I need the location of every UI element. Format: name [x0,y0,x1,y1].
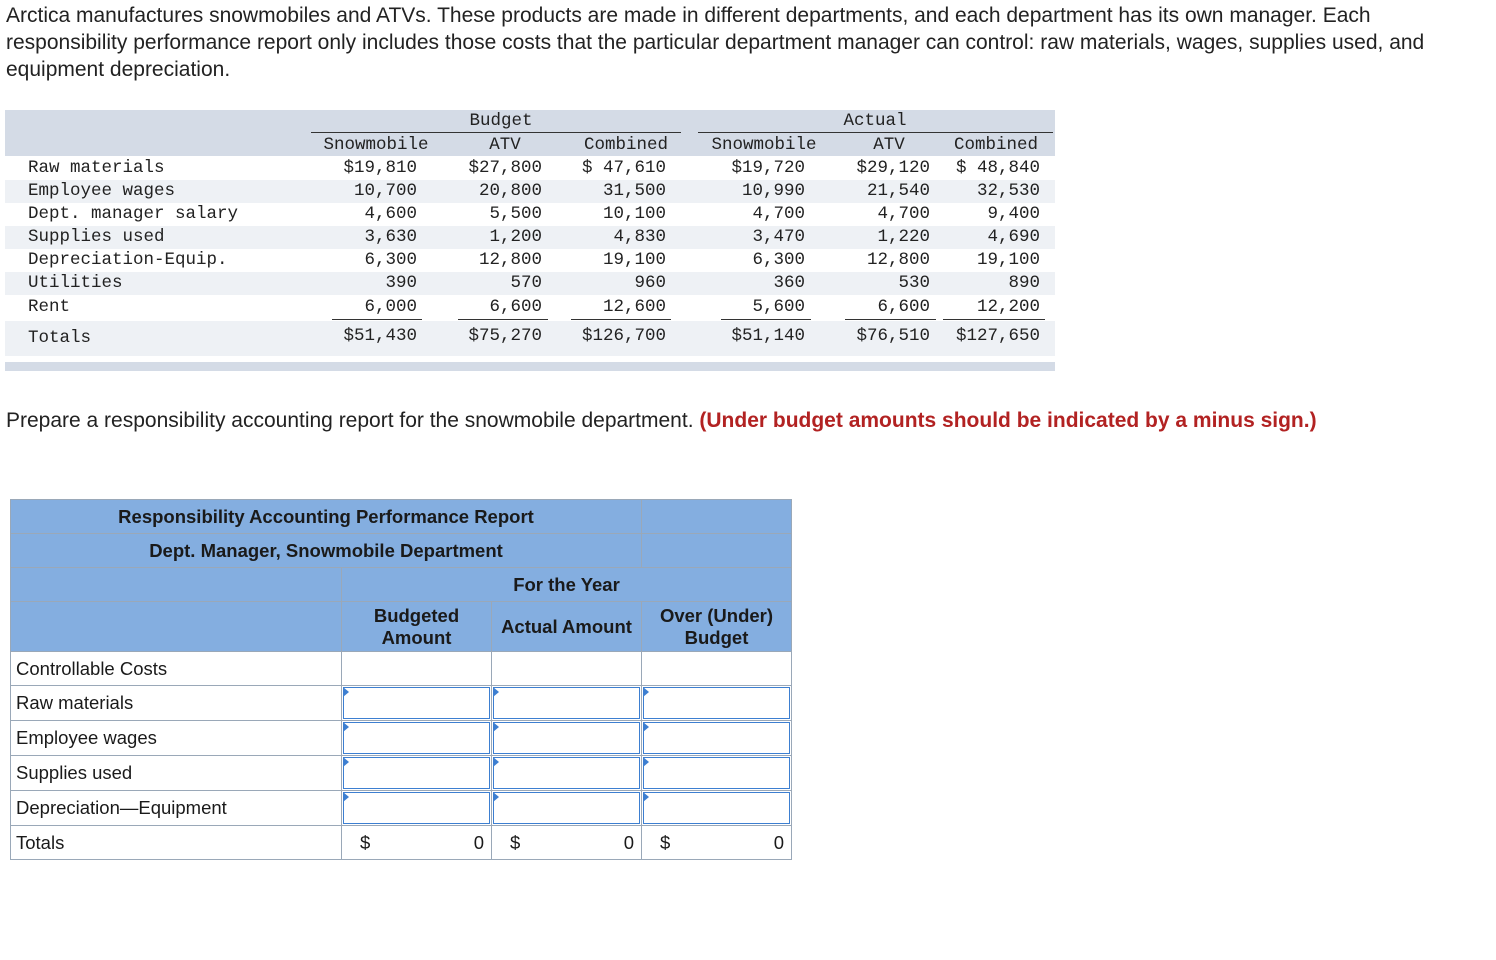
value-cell: 12,800 [866,250,930,270]
empty-cell [642,652,792,686]
actual-amount-input[interactable] [493,722,640,754]
total-underline [571,319,671,320]
value-cell: 19,100 [602,250,666,270]
value-cell: $75,270 [468,326,542,346]
value-cell: 32,530 [976,181,1040,201]
over-under-input[interactable] [643,687,790,719]
value-cell: $ 48,840 [955,158,1040,178]
total-underline [458,319,548,320]
over-under-input[interactable] [643,722,790,754]
value-cell: 12,800 [478,250,542,270]
value-cell: $29,120 [856,158,930,178]
value-cell: $51,140 [731,326,805,346]
value-cell: 4,830 [613,227,666,247]
value-cell: 6,300 [364,250,417,270]
col-header-budget-snowmobile: Snowmobile [323,135,429,155]
cost-data-table [5,110,1055,372]
value-cell: 890 [1008,273,1040,293]
total-over-under [642,826,792,860]
data-row-dept-manager-salary [5,203,1055,226]
value-cell: 4,690 [987,227,1040,247]
period-label-spacer [11,568,342,602]
row-label: Depreciation-Equip. [28,250,228,270]
row-label: Depreciation—Equipment [11,791,342,826]
report-subtitle: Dept. Manager, Snowmobile Department [11,534,642,568]
col-header-budgeted: Budgeted Amount [342,602,492,652]
value-cell: 3,630 [364,227,417,247]
total-value: 0 [773,832,784,853]
row-label: Totals [11,826,342,860]
total-value: 0 [623,832,634,853]
row-label: Raw materials [28,158,165,178]
report-title: Responsibility Accounting Performance Report [11,500,642,534]
report-row-depreciation-equipment [11,791,792,826]
value-cell: $76,510 [856,326,930,346]
budget-underline [311,132,681,133]
report-row-totals [11,826,792,860]
over-under-input[interactable] [643,792,790,824]
value-cell: 4,600 [364,204,417,224]
row-label: Employee wages [11,721,342,756]
value-cell: 3,470 [752,227,805,247]
data-row-raw-materials [5,157,1055,180]
value-cell: 19,100 [976,250,1040,270]
row-label: Rent [28,297,71,317]
col-header-budget-combined: Combined [583,135,668,155]
budgeted-amount-input[interactable] [343,757,490,789]
value-cell: 6,600 [489,297,542,317]
data-row-utilities [5,272,1055,295]
value-cell: 12,200 [976,297,1040,317]
footer-band [5,362,1055,371]
report-row-employee-wages [11,721,792,756]
col-header-actual-combined: Combined [953,135,1038,155]
budgeted-amount-input[interactable] [343,722,490,754]
value-cell: 5,500 [489,204,542,224]
value-cell: 530 [898,273,930,293]
row-label: Supplies used [11,756,342,791]
total-value: 0 [473,832,484,853]
report-row-supplies-used [11,756,792,791]
value-cell: 20,800 [478,181,542,201]
total-actual [492,826,642,860]
column-header-spacer [11,602,342,652]
over-under-input[interactable] [643,757,790,789]
value-cell: 1,200 [489,227,542,247]
value-cell: 4,700 [752,204,805,224]
total-underline [943,319,1045,320]
value-cell: 6,300 [752,250,805,270]
section-controllable-costs: Controllable Costs [11,652,342,686]
actual-underline [698,132,1053,133]
value-cell: 10,100 [602,204,666,224]
value-cell: 960 [634,273,666,293]
col-header-actual-snowmobile: Snowmobile [711,135,817,155]
value-cell: 31,500 [602,181,666,201]
data-row-totals [5,321,1055,356]
budgeted-amount-input[interactable] [343,687,490,719]
value-cell: $27,800 [468,158,542,178]
data-row-depreciation-equip [5,249,1055,272]
empty-cell [342,652,492,686]
value-cell: $51,430 [343,326,417,346]
row-label: Dept. manager salary [28,204,239,224]
col-header-actual-atv: ATV [873,135,905,155]
value-cell: 6,000 [364,297,417,317]
col-header-actual: Actual Amount [492,602,642,652]
row-label: Raw materials [11,686,342,721]
value-cell: 5,600 [752,297,805,317]
value-cell: 1,220 [877,227,930,247]
total-underline [721,319,811,320]
data-row-supplies-used [5,226,1055,249]
report-title-spacer [642,500,792,534]
instruction-text [6,407,1436,434]
actual-amount-input[interactable] [493,757,640,789]
currency-symbol: $ [510,832,521,853]
value-cell: $127,650 [955,326,1040,346]
value-cell: 10,990 [741,181,805,201]
value-cell: 12,600 [602,297,666,317]
report-period: For the Year [342,568,792,602]
report-row-raw-materials [11,686,792,721]
currency-symbol: $ [660,832,671,853]
responsibility-report-table [10,499,792,860]
actual-amount-input[interactable] [493,687,640,719]
currency-symbol: $ [360,832,371,853]
empty-cell [492,652,642,686]
value-cell: 360 [773,273,805,293]
col-header-over-under: Over (Under) Budget [642,602,792,652]
total-budgeted [342,826,492,860]
group-header-budget: Budget [469,111,533,131]
value-cell: 6,600 [877,297,930,317]
instruction-main: Prepare a responsibility accounting report for the snowmobile department. [6,409,700,432]
value-cell: $126,700 [581,326,666,346]
value-cell: $19,810 [343,158,417,178]
value-cell: 10,700 [353,181,417,201]
col-header-budget-atv: ATV [489,135,521,155]
value-cell: 390 [385,273,417,293]
group-header-actual: Actual [843,111,907,131]
row-label: Totals [28,328,92,348]
value-cell: 9,400 [987,204,1040,224]
report-subtitle-spacer [642,534,792,568]
row-label: Utilities [28,273,123,293]
budgeted-amount-input[interactable] [343,792,490,824]
total-underline [332,319,422,320]
value-cell: $ 47,610 [581,158,666,178]
value-cell: 4,700 [877,204,930,224]
actual-amount-input[interactable] [493,792,640,824]
value-cell: 21,540 [866,181,930,201]
data-row-employee-wages [5,180,1055,203]
value-cell: 570 [510,273,542,293]
value-cell: $19,720 [731,158,805,178]
instruction-emphasis: (Under budget amounts should be indicated by a minus sign.) [699,409,1317,432]
data-row-rent [5,296,1055,319]
row-label: Employee wages [28,181,176,201]
intro-paragraph: Arctica manufactures snowmobiles and ATVs. These products are made in different departments, and each department has its own manager. Each responsibility performance report only includes those costs that the particular department manager can control: raw materials, wages, supplies used, and equipment depreciation. [6,4,1425,81]
total-underline [845,319,936,320]
row-label: Supplies used [28,227,165,247]
